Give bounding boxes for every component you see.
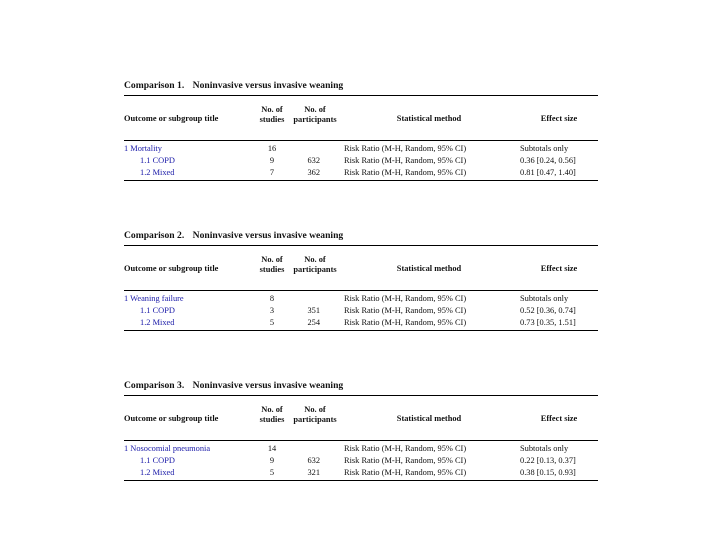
divider: [124, 180, 598, 181]
header-studies: No. of studies: [259, 405, 285, 424]
table-row: 1 Mortality 16 Risk Ratio (M-H, Random, 95% CI) Subtotals only: [124, 144, 569, 153]
table-row: 1.1 COPD 3 351 Risk Ratio (M-H, Random, 95% CI) 0.52 [0.36, 0.74]: [140, 306, 576, 315]
header-effect: Effect size: [540, 114, 578, 123]
outcome-link[interactable]: 1.2 Mixed: [140, 468, 175, 477]
table-header: [124, 96, 598, 140]
outcome-link[interactable]: 1.1 COPD: [140, 156, 175, 165]
header-studies: No. of studies: [259, 105, 285, 124]
table-row: 1.2 Mixed 5 254 Risk Ratio (M-H, Random, 95% CI) 0.73 [0.35, 1.51]: [140, 318, 576, 327]
comparison-1-table: [124, 79, 598, 181]
header-outcome: Outcome or subgroup title: [124, 114, 219, 123]
table-header: [124, 246, 598, 290]
header-method: Statistical method: [396, 114, 462, 123]
outcome-link[interactable]: 1.1 COPD: [140, 456, 175, 465]
header-outcome: Outcome or subgroup title: [124, 264, 219, 273]
outcome-link[interactable]: 1 Nosocomial pneumonia: [124, 444, 211, 453]
comparison-title: Comparison 2. Noninvasive versus invasive weaning: [124, 230, 344, 241]
comparison-2-table: [124, 229, 598, 331]
header-participants: No. of participants: [293, 405, 337, 424]
divider: [124, 480, 598, 481]
divider: [124, 330, 598, 331]
table-row: 1.2 Mixed 5 321 Risk Ratio (M-H, Random, 95% CI) 0.38 [0.15, 0.93]: [140, 468, 576, 477]
header-effect: Effect size: [540, 264, 578, 273]
header-participants: No. of participants: [293, 105, 337, 124]
table-row: 1 Nosocomial pneumonia 14 Risk Ratio (M-H, Random, 95% CI) Subtotals only: [124, 444, 569, 453]
header-method: Statistical method: [396, 414, 462, 423]
header-method: Statistical method: [396, 264, 462, 273]
comparison-title: Comparison 1. Noninvasive versus invasive weaning: [124, 80, 344, 91]
outcome-link[interactable]: 1.2 Mixed: [140, 318, 175, 327]
table-row: 1.1 COPD 9 632 Risk Ratio (M-H, Random, 95% CI) 0.36 [0.24, 0.56]: [140, 156, 576, 165]
outcome-link[interactable]: 1 Weaning failure: [124, 294, 184, 303]
header-outcome: Outcome or subgroup title: [124, 414, 219, 423]
table-row: 1.2 Mixed 7 362 Risk Ratio (M-H, Random, 95% CI) 0.81 [0.47, 1.40]: [140, 168, 576, 177]
table-row: 1.1 COPD 9 632 Risk Ratio (M-H, Random, 95% CI) 0.22 [0.13, 0.37]: [140, 456, 576, 465]
header-effect: Effect size: [540, 414, 578, 423]
header-participants: No. of participants: [293, 255, 337, 274]
header-studies: No. of studies: [259, 255, 285, 274]
table-header: [124, 396, 598, 440]
outcome-link[interactable]: 1.2 Mixed: [140, 168, 175, 177]
outcome-link[interactable]: 1 Mortality: [124, 144, 162, 153]
outcome-link[interactable]: 1.1 COPD: [140, 306, 175, 315]
comparison-3-table: [124, 379, 598, 481]
comparison-title: Comparison 3. Noninvasive versus invasive weaning: [124, 380, 344, 391]
table-row: 1 Weaning failure 8 Risk Ratio (M-H, Random, 95% CI) Subtotals only: [124, 294, 569, 303]
